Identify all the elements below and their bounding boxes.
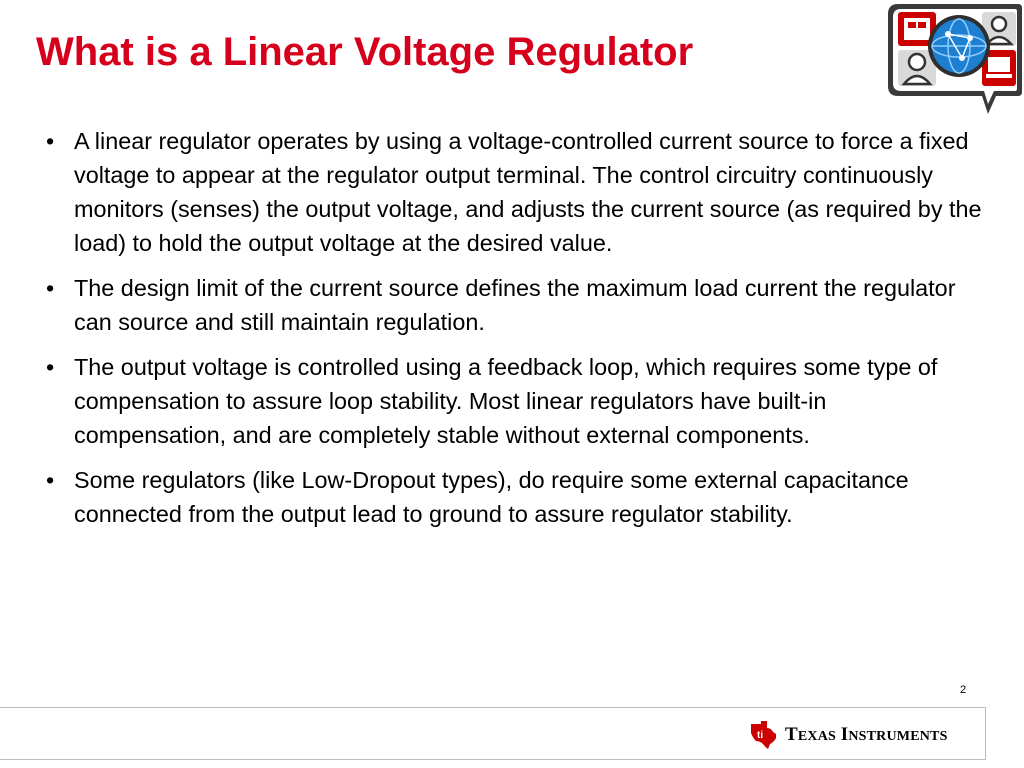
- svg-text:ti: ti: [757, 730, 764, 741]
- bullet-marker: •: [46, 467, 55, 493]
- page-number: 2: [960, 684, 967, 696]
- brand-initial-i: I: [840, 724, 849, 745]
- brand-name: [785, 724, 948, 746]
- bullet-marker: •: [46, 354, 55, 380]
- bullet-text: Some regulators (like Low-Dropout types), do require some external capacitance connected from the output lead to ground to assure regulator stability.: [74, 467, 909, 527]
- bullet-text: The design limit of the current source defines the maximum load current the regulator can source and still maintain regulation.: [74, 275, 956, 335]
- bullet-text: A linear regulator operates by using a voltage-controlled current source to force a fixed voltage to appear at the regulator output terminal. The control circuitry continuously monitors (senses) the output voltage, and adjusts the current source (as required by the load) to hold the output voltage at the desired value.: [74, 128, 982, 256]
- brand-initial-t: T: [785, 724, 798, 745]
- slide-title: What is a Linear Voltage Regulator: [36, 30, 694, 74]
- bullet-item: [42, 350, 982, 452]
- bullet-marker: •: [46, 275, 55, 301]
- bullet-item: [42, 463, 982, 531]
- texas-state-ti-logo-icon: [748, 720, 778, 750]
- bullet-item: [42, 271, 982, 339]
- bullet-list: [42, 124, 982, 542]
- brand-rest-nstruments: NSTRUMENTS: [848, 729, 948, 744]
- people-network-globe-icon: [884, 0, 1024, 120]
- brand-rest-exas: EXAS: [797, 729, 837, 744]
- bullet-marker: •: [46, 128, 55, 154]
- bullet-item: [42, 124, 982, 260]
- bullet-text: The output voltage is controlled using a feedback loop, which requires some type of compensation to assure loop stability. Most linear regulators have built-in compensation, and are completely stable without external components.: [74, 354, 938, 448]
